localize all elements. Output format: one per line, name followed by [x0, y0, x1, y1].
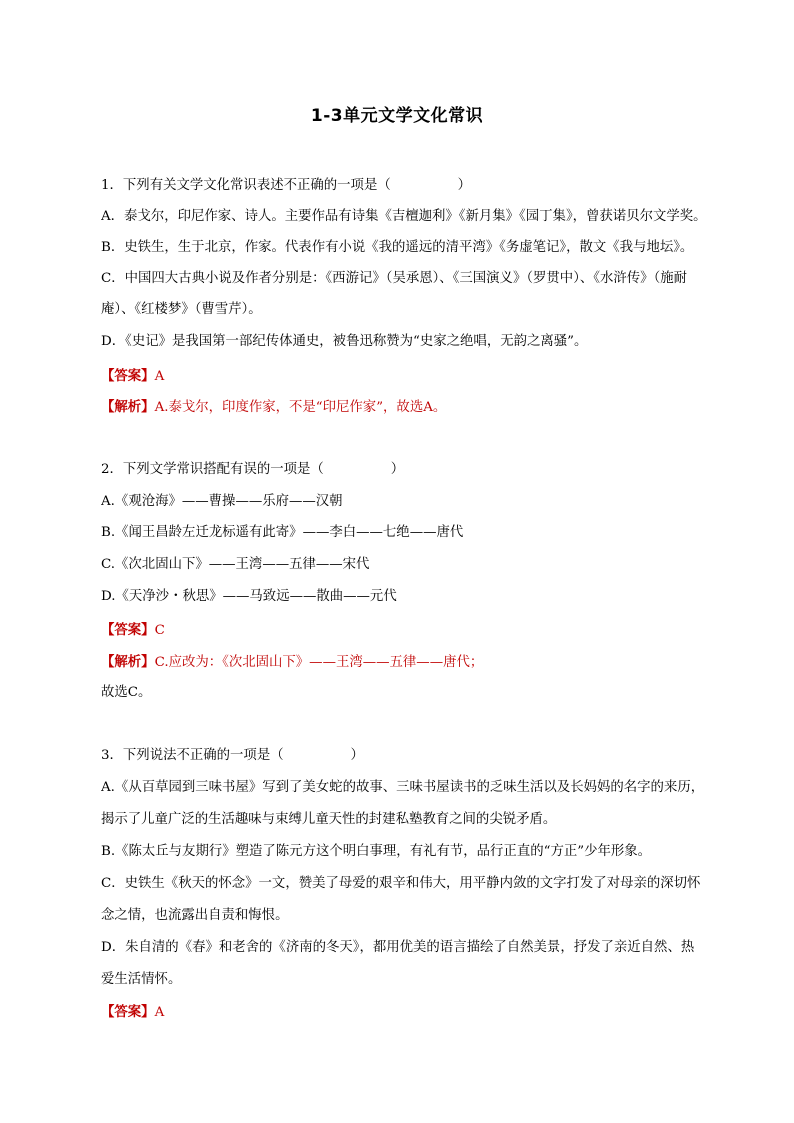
q3-option-d-continued: 爱生活情怀。 [101, 972, 182, 987]
answer-value: A [154, 1005, 165, 1020]
answer-value: A [154, 369, 165, 384]
q1-option-b: B．史铁生，生于北京，作家。代表作有小说《我的遥远的清平湾》《务虚笔记》，散文《我与地坛》。 [101, 240, 694, 255]
q3-option-d: D．朱自清的《春》和老舍的《济南的冬天》，都用优美的语言描绘了自然美景，抒发了亲近自然、热 [101, 940, 695, 955]
q1-answer [101, 366, 727, 387]
q3-option-b: B.《陈太丘与友期行》塑造了陈元方这个明白事理，有礼有节，品行正直的“方正”少年形象。 [101, 844, 652, 859]
q2-conclusion: 故选C。 [101, 685, 152, 700]
q3-option-a-continued: 揭示了儿童广泛的生活趣味与束缚儿童天性的封建私塾教育之间的尖锐矛盾。 [101, 812, 557, 827]
analysis-tag: 【解析】 [101, 399, 155, 415]
q3-option-c: C．史铁生《秋天的怀念》一文，赞美了母爱的艰辛和伟大，用平静内敛的文字打发了对母亲的深切怀 [101, 876, 701, 891]
q3-answer [101, 1002, 727, 1023]
page-title: 1-3单元文学文化常识 [310, 106, 484, 126]
answer-value: C [154, 623, 165, 638]
q1-option-a: A．泰戈尔，印尼作家、诗人。主要作品有诗集《吉檀迦利》《新月集》《园丁集》，曾获诺贝尔文学奖。 [101, 209, 707, 224]
q1-option-c: C．中国四大古典小说及作者分别是：《西游记》（吴承恩）、《三国演义》（罗贯中）、《水浒传》（施耐 [101, 271, 688, 286]
q2-answer [101, 620, 727, 641]
q2-analysis [101, 652, 727, 673]
q2-option-c: C.《次北固山下》——王湾——五律——宋代 [101, 557, 370, 572]
q2-stem: 2．下列文学常识搭配有误的一项是（ ） [101, 462, 405, 477]
q1-analysis [101, 397, 727, 418]
q1-stem: 1．下列有关文学文化常识表述不正确的一项是（ ） [101, 178, 472, 193]
answer-tag: 【答案】 [101, 368, 155, 384]
answer-tag: 【答案】 [101, 622, 155, 638]
analysis-text: A.泰戈尔，印度作家，不是“印尼作家”，故选A。 [154, 400, 447, 415]
q1-option-d: D．《史记》是我国第一部纪传体通史，被鲁迅称赞为“史家之绝唱，无韵之离骚”。 [101, 334, 588, 349]
q1-option-c-continued: 庵）、《红楼梦》（曹雪芹）。 [101, 302, 262, 317]
analysis-tag: 【解析】 [101, 654, 155, 670]
q3-option-a: A.《从百草园到三味书屋》写到了美女蛇的故事、三味书屋读书的乏味生活以及长妈妈的名字的来历， [101, 780, 705, 795]
q2-option-d: D.《天净沙・秋思》——马致远——散曲——元代 [101, 589, 397, 604]
q3-stem: 3．下列说法不正确的一项是（ ） [101, 748, 364, 763]
analysis-text: C.应改为：《次北固山下》——王湾——五律——唐代； [154, 655, 484, 670]
answer-tag: 【答案】 [101, 1004, 155, 1020]
q2-option-b: B.《闻王昌龄左迁龙标遥有此寄》——李白——七绝——唐代 [101, 525, 464, 540]
q3-option-c-continued: 念之情，也流露出自责和悔恨。 [101, 908, 289, 923]
q2-option-a: A.《观沧海》——曹操——乐府——汉朝 [101, 494, 343, 509]
